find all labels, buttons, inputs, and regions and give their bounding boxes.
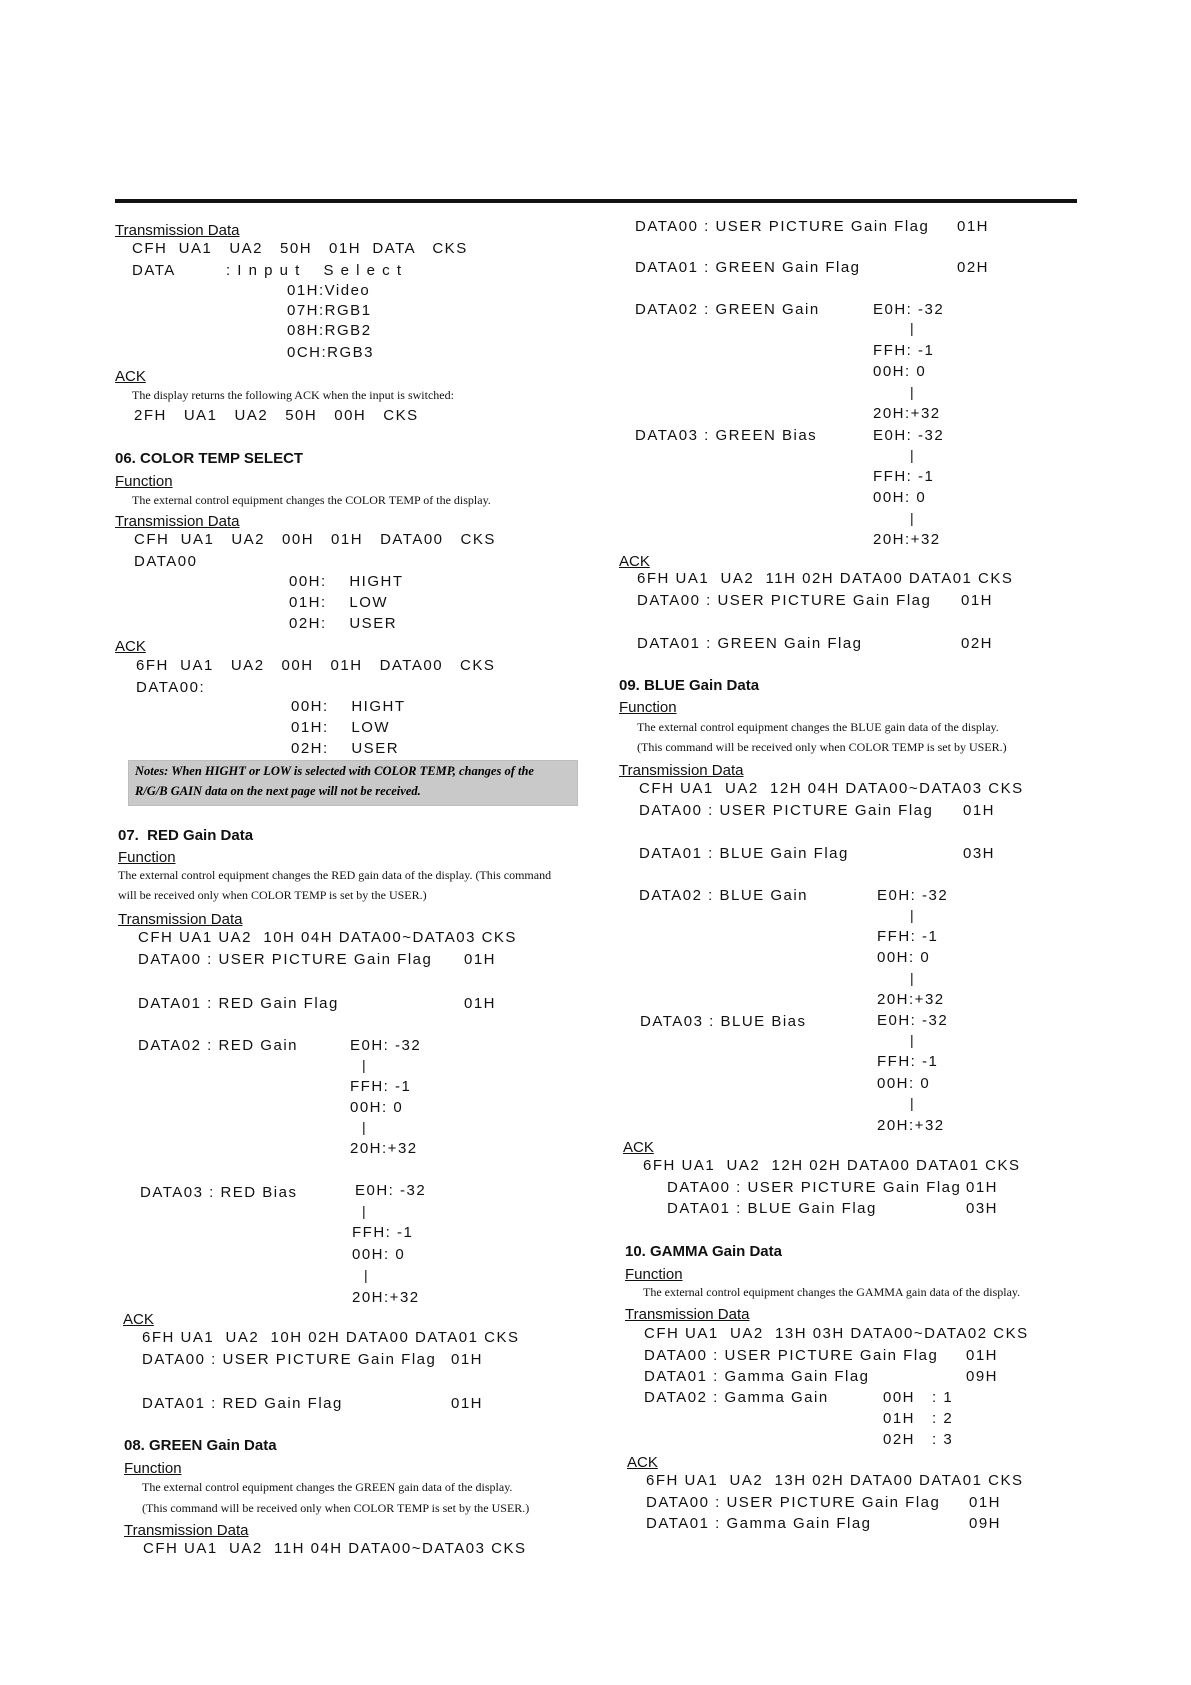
notes-text: Notes: When HIGHT or LOW is selected with COLOR TEMP, changes of the [135,764,534,778]
ack-label: ACK [115,368,146,385]
range-value: FFH: -1 [350,1078,412,1095]
range-value: E0H: -32 [877,1012,949,1029]
data-value: 01H [969,1494,1002,1511]
range-bar: | [910,320,914,336]
range-bar: | [364,1267,368,1283]
range-bar: | [910,970,914,986]
function-text: The external control equipment changes the GREEN gain data of the display. [142,1480,513,1494]
command-line: CFH UA1 UA2 11H 04H DATA00~DATA03 CKS [143,1540,527,1557]
range-value: E0H: -32 [877,887,949,904]
ack-command: 6FH UA1 UA2 12H 02H DATA00 DATA01 CKS [643,1157,1021,1174]
option-line: 01H: LOW [291,719,391,736]
section-title: 09. BLUE Gain Data [619,677,760,694]
data-value: 01H [963,802,996,819]
function-label: Function [118,849,176,866]
input-option: 07H:RGB1 [287,302,372,319]
transmission-data-label: Transmission Data [625,1306,750,1323]
data-value: 01H [961,592,994,609]
range-value: 20H:+32 [873,405,941,422]
function-text: The external control equipment changes the COLOR TEMP of the display. [132,493,491,507]
range-value: FFH: -1 [877,1053,939,1070]
gamma-option: 02H : 3 [883,1431,954,1448]
function-text: will be received only when COLOR TEMP is set by the USER.) [118,888,427,902]
data-line: DATA00 : USER PICTURE Gain Flag [667,1179,962,1196]
section-title: 08. GREEN Gain Data [124,1437,277,1454]
range-value: E0H: -32 [873,427,945,444]
function-label: Function [625,1266,683,1283]
data-line: DATA00 : USER PICTURE Gain Flag [637,592,932,609]
data-line: DATA01 : GREEN Gain Flag [635,259,861,276]
option-line: 00H: HIGHT [289,573,404,590]
range-value: 20H:+32 [350,1140,418,1157]
range-value: 00H: 0 [877,1075,931,1092]
range-value: 00H: 0 [350,1099,404,1116]
function-text: (This command will be received only when COLOR TEMP is set by the USER.) [142,1501,530,1515]
range-bar: | [910,1032,914,1048]
command-line: CFH UA1 UA2 10H 04H DATA00~DATA03 CKS [138,929,517,946]
function-text: The external control equipment changes the BLUE gain data of the display. [637,720,999,734]
range-value: E0H: -32 [873,301,945,318]
function-text: (This command will be received only when COLOR TEMP is set by USER.) [637,740,1007,754]
data-line: DATA00 : USER PICTURE Gain Flag [138,951,433,968]
function-text: The external control equipment changes the GAMMA gain data of the display. [643,1285,1021,1299]
range-bar: | [362,1057,366,1073]
data-line: DATA00 [134,553,198,570]
data-value: 01H [966,1347,999,1364]
data-line: DATA03 : RED Bias [140,1184,298,1201]
data-value: 01H [451,1351,484,1368]
option-line: 02H: USER [289,615,398,632]
ack-command: 6FH UA1 UA2 10H 02H DATA00 DATA01 CKS [142,1329,520,1346]
input-option: 01H:Video [287,282,371,299]
range-value: 00H: 0 [873,363,927,380]
range-value: E0H: -32 [350,1037,422,1054]
range-value: FFH: -1 [877,928,939,945]
data-line: DATA00 : USER PICTURE Gain Flag [646,1494,941,1511]
ack-label: ACK [123,1311,154,1328]
range-value: 20H:+32 [873,531,941,548]
gamma-option: 01H : 2 [883,1410,954,1427]
data-value: 01H [451,1395,484,1412]
ack-command: 6FH UA1 UA2 00H 01H DATA00 CKS [136,657,496,674]
data-line: DATA01 : Gamma Gain Flag [644,1368,870,1385]
ack-command: 6FH UA1 UA2 11H 02H DATA00 DATA01 CKS [637,570,1014,587]
range-value: 20H:+32 [352,1289,420,1306]
data-value: 01H [464,995,497,1012]
transmission-data-label: Transmission Data [115,222,240,239]
data-value: 03H [963,845,996,862]
option-line: 01H: LOW [289,594,389,611]
option-line: 00H: HIGHT [291,698,406,715]
input-option: 0CH:RGB3 [287,344,375,361]
range-value: FFH: -1 [352,1224,414,1241]
data-line: DATA02 : GREEN Gain [635,301,820,318]
data-line: DATA00 : USER PICTURE Gain Flag [635,218,930,235]
data-line: DATA01 : Gamma Gain Flag [646,1515,872,1532]
data-line: DATA00 : USER PICTURE Gain Flag [142,1351,437,1368]
function-text: The external control equipment changes the RED gain data of the display. (This command [118,868,552,882]
section-title: 06. COLOR TEMP SELECT [115,450,304,467]
transmission-data-label: Transmission Data [118,911,243,928]
notes-text: R/G/B GAIN data on the next page will not be received. [135,784,421,798]
ack-label: ACK [627,1454,658,1471]
data-value: 09H [969,1515,1002,1532]
range-bar: | [362,1119,366,1135]
gamma-option: 00H : 1 [883,1389,954,1406]
range-value: 20H:+32 [877,991,945,1008]
notes-box [128,760,578,806]
transmission-data-label: Transmission Data [124,1522,249,1539]
data-line: DATA03 : GREEN Bias [635,427,818,444]
ack-note: The display returns the following ACK when the input is switched: [132,388,454,402]
data-line: DATA01 : BLUE Gain Flag [667,1200,877,1217]
function-label: Function [124,1460,182,1477]
data-value: 01H [957,218,990,235]
function-label: Function [619,699,677,716]
range-bar: | [910,907,914,923]
input-option: 08H:RGB2 [287,322,372,339]
data-line: DATA00 : USER PICTURE Gain Flag [639,802,934,819]
option-line: 02H: USER [291,740,400,757]
range-value: 00H: 0 [873,489,927,506]
data-line: DATA03 : BLUE Bias [640,1013,807,1030]
data-line: DATA02 : RED Gain [138,1037,298,1054]
range-bar: | [910,447,914,463]
ack-label: ACK [619,553,650,570]
range-bar: | [910,510,914,526]
data-line: DATA : I n p u t S e l e c t [132,262,403,279]
data-line: DATA01 : RED Gain Flag [138,995,339,1012]
command-line: CFH UA1 UA2 12H 04H DATA00~DATA03 CKS [639,780,1024,797]
range-value: FFH: -1 [873,468,935,485]
data-line: DATA01 : GREEN Gain Flag [637,635,863,652]
data-line: DATA01 : RED Gain Flag [142,1395,343,1412]
data-line: DATA02 : BLUE Gain [639,887,809,904]
range-value: E0H: -32 [355,1182,427,1199]
command-line: CFH UA1 UA2 50H 01H DATA CKS [132,240,468,257]
command-line: CFH UA1 UA2 00H 01H DATA00 CKS [134,531,496,548]
ack-command: 2FH UA1 UA2 50H 00H CKS [134,407,419,424]
ack-label: ACK [623,1139,654,1156]
data-value: 02H [961,635,994,652]
data-line: DATA02 : Gamma Gain [644,1389,829,1406]
section-title: 07. RED Gain Data [118,827,254,844]
data-value: 03H [966,1200,999,1217]
range-bar: | [362,1203,366,1219]
range-value: 00H: 0 [352,1246,406,1263]
range-bar: | [910,384,914,400]
data-value: 09H [966,1368,999,1385]
transmission-data-label: Transmission Data [115,513,240,530]
ack-label: ACK [115,638,146,655]
data-line: DATA01 : BLUE Gain Flag [639,845,849,862]
data-value: 01H [464,951,497,968]
data-value: 01H [966,1179,999,1196]
data-line: DATA00 : USER PICTURE Gain Flag [644,1347,939,1364]
section-title: 10. GAMMA Gain Data [625,1243,782,1260]
function-label: Function [115,473,173,490]
range-value: FFH: -1 [873,342,935,359]
ack-command: 6FH UA1 UA2 13H 02H DATA00 DATA01 CKS [646,1472,1024,1489]
data-line: DATA00: [136,679,206,696]
command-line: CFH UA1 UA2 13H 03H DATA00~DATA02 CKS [644,1325,1029,1342]
transmission-data-label: Transmission Data [619,762,744,779]
range-value: 00H: 0 [877,949,931,966]
range-value: 20H:+32 [877,1117,945,1134]
data-value: 02H [957,259,990,276]
range-bar: | [910,1095,914,1111]
top-rule [115,199,1077,203]
